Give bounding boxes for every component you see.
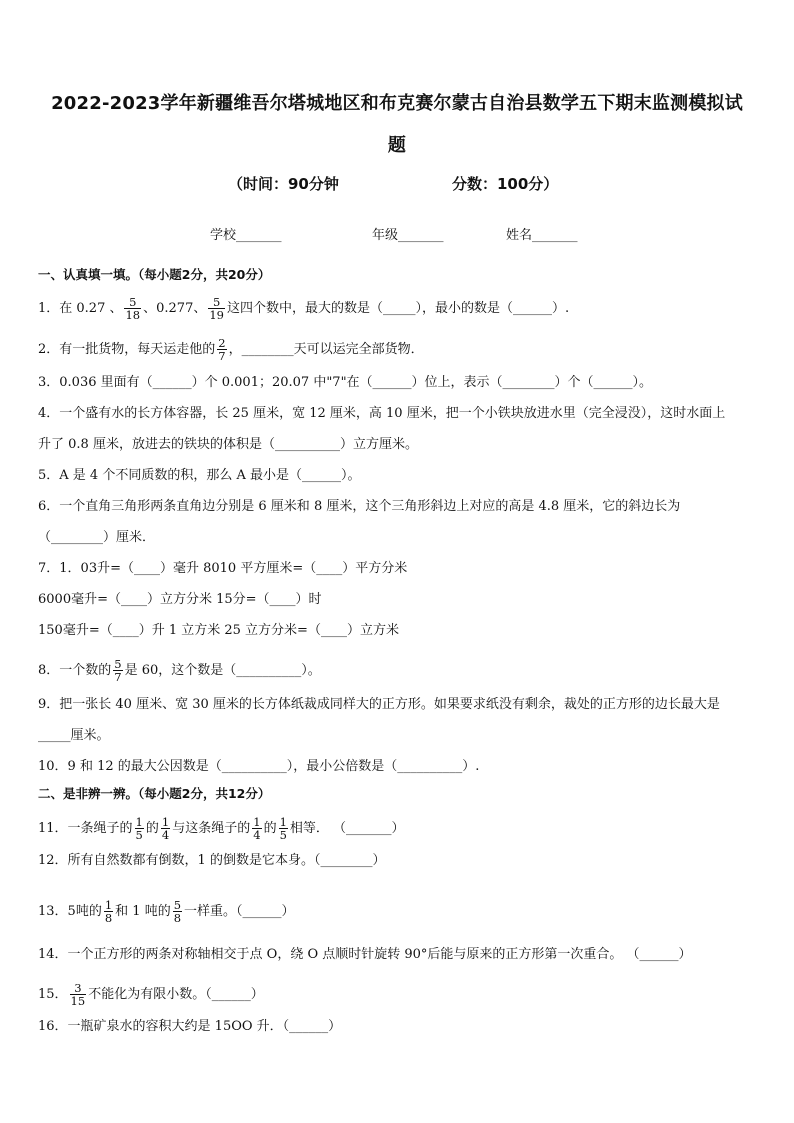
question-text: 8．一个数的 bbox=[38, 663, 112, 678]
fraction: $\frac{1}{8}$ bbox=[104, 898, 113, 925]
question-5: 5．A 是 4 个不同质数的积，那么 A 最小是（______）。 bbox=[38, 468, 361, 483]
question-14: 14．一个正方形的两条对称轴相交于点 O，绕 O 点顺时针旋转 90°后能与原来的正方形第一次重合。 （______） bbox=[38, 947, 692, 962]
exam-time: （时间：90分钟 bbox=[228, 175, 339, 193]
question-text: 13．5吨的 bbox=[38, 904, 102, 919]
section-1-heading: 一、认真填一填。（每小题2分，共20分） bbox=[38, 267, 271, 282]
question-12: 12．所有自然数都有倒数，1 的倒数是它本身。（________） bbox=[38, 853, 386, 868]
fraction: $\frac{1}{5}$ bbox=[279, 815, 287, 842]
question-text: 11．一条绳子的 bbox=[38, 821, 133, 836]
question-11 bbox=[38, 816, 758, 841]
fraction: $\frac{1}{4}$ bbox=[161, 815, 170, 842]
question-7-line2: 6000毫升=（____）立方分米 15分=（____）时 bbox=[38, 592, 322, 607]
question-3: 3．0.036 里面有（______）个 0.001；20.07 中"7"在（______）位上，表示（________）个（______）。 bbox=[38, 375, 653, 390]
fraction: $\frac{3}{15}$ bbox=[70, 981, 86, 1008]
question-text: 不能化为有限小数。（______） bbox=[88, 987, 264, 1002]
fraction: $\frac{2}{7}$ bbox=[218, 336, 226, 363]
question-text: 1．在 0.27 、 bbox=[38, 301, 123, 316]
question-text: 这四个数中，最大的数是（_____），最小的数是（______）. bbox=[226, 301, 570, 316]
question-9-line2: _____厘米。 bbox=[38, 728, 110, 743]
question-text: ，________天可以运完全部货物． bbox=[228, 342, 424, 357]
question-7-line3: 150毫升=（____）升 1 立方米 25 立方分米=（____）立方米 bbox=[38, 623, 399, 638]
question-text: 2．有一批货物，每天运走他的 bbox=[38, 342, 216, 357]
question-4-line2: 升了 0.8 厘米，放进去的铁块的体积是（__________）立方厘米。 bbox=[38, 437, 418, 452]
question-15 bbox=[38, 982, 758, 1007]
fraction: $\frac{1}{5}$ bbox=[135, 815, 143, 842]
fraction: $\frac{5}{18}$ bbox=[125, 295, 141, 322]
fraction: $\frac{5}{8}$ bbox=[173, 898, 182, 925]
grade-field: 年级_______ bbox=[372, 228, 444, 243]
question-6-line2: （________）厘米． bbox=[38, 530, 156, 545]
school-field: 学校_______ bbox=[210, 228, 282, 243]
question-text: 15． bbox=[38, 987, 68, 1002]
question-text: 的 bbox=[263, 821, 277, 836]
question-8 bbox=[38, 658, 758, 683]
question-text: 和 1 吨的 bbox=[115, 904, 171, 919]
question-text: 是 60，这个数是（__________）。 bbox=[124, 663, 321, 678]
question-13 bbox=[38, 899, 758, 924]
exam-title-line1: 2022-2023学年新疆维吾尔塔城地区和布克赛尔蒙古自治县数学五下期末监测模拟试 bbox=[51, 93, 743, 114]
exam-title-line2: 题 bbox=[387, 135, 407, 156]
fraction: $\frac{1}{4}$ bbox=[253, 815, 261, 842]
question-2 bbox=[38, 337, 758, 362]
question-1 bbox=[38, 296, 758, 321]
question-text: 相等． （_______） bbox=[289, 821, 405, 836]
question-16: 16．一瓶矿泉水的容积大约是 15OO 升．（______） bbox=[38, 1019, 342, 1034]
exam-score: 分数：100分） bbox=[452, 175, 559, 193]
section-2-heading: 二、是非辨一辨。（每小题2分，共12分） bbox=[38, 786, 271, 801]
question-text: 的 bbox=[145, 821, 159, 836]
question-text: 、0.277、 bbox=[143, 301, 207, 316]
question-4-line1: 4．一个盛有水的长方体容器，长 25 厘米，宽 12 厘米，高 10 厘米，把一个小铁块放进水里（完全浸没），这时水面上 bbox=[38, 406, 726, 421]
question-text: 一样重。（______） bbox=[184, 904, 295, 919]
fraction: $\frac{5}{19}$ bbox=[209, 295, 224, 322]
question-9-line1: 9．把一张长 40 厘米、宽 30 厘米的长方体纸裁成同样大的正方形。如果要求纸没有剩余，裁处的正方形的边长最大是 bbox=[38, 697, 720, 712]
question-6-line1: 6．一个直角三角形两条直角边分别是 6 厘米和 8 厘米，这个三角形斜边上对应的高是 4.8 厘米，它的斜边长为 bbox=[38, 499, 681, 514]
fraction: $\frac{5}{7}$ bbox=[114, 657, 122, 684]
question-7-line1: 7．1．03升=（____）毫升 8010 平方厘米=（____）平方分米 bbox=[38, 561, 408, 576]
question-text: 与这条绳子的 bbox=[172, 821, 251, 836]
name-field: 姓名_______ bbox=[506, 228, 578, 243]
question-10: 10．9 和 12 的最大公因数是（__________），最小公倍数是（__________）. bbox=[38, 759, 480, 774]
